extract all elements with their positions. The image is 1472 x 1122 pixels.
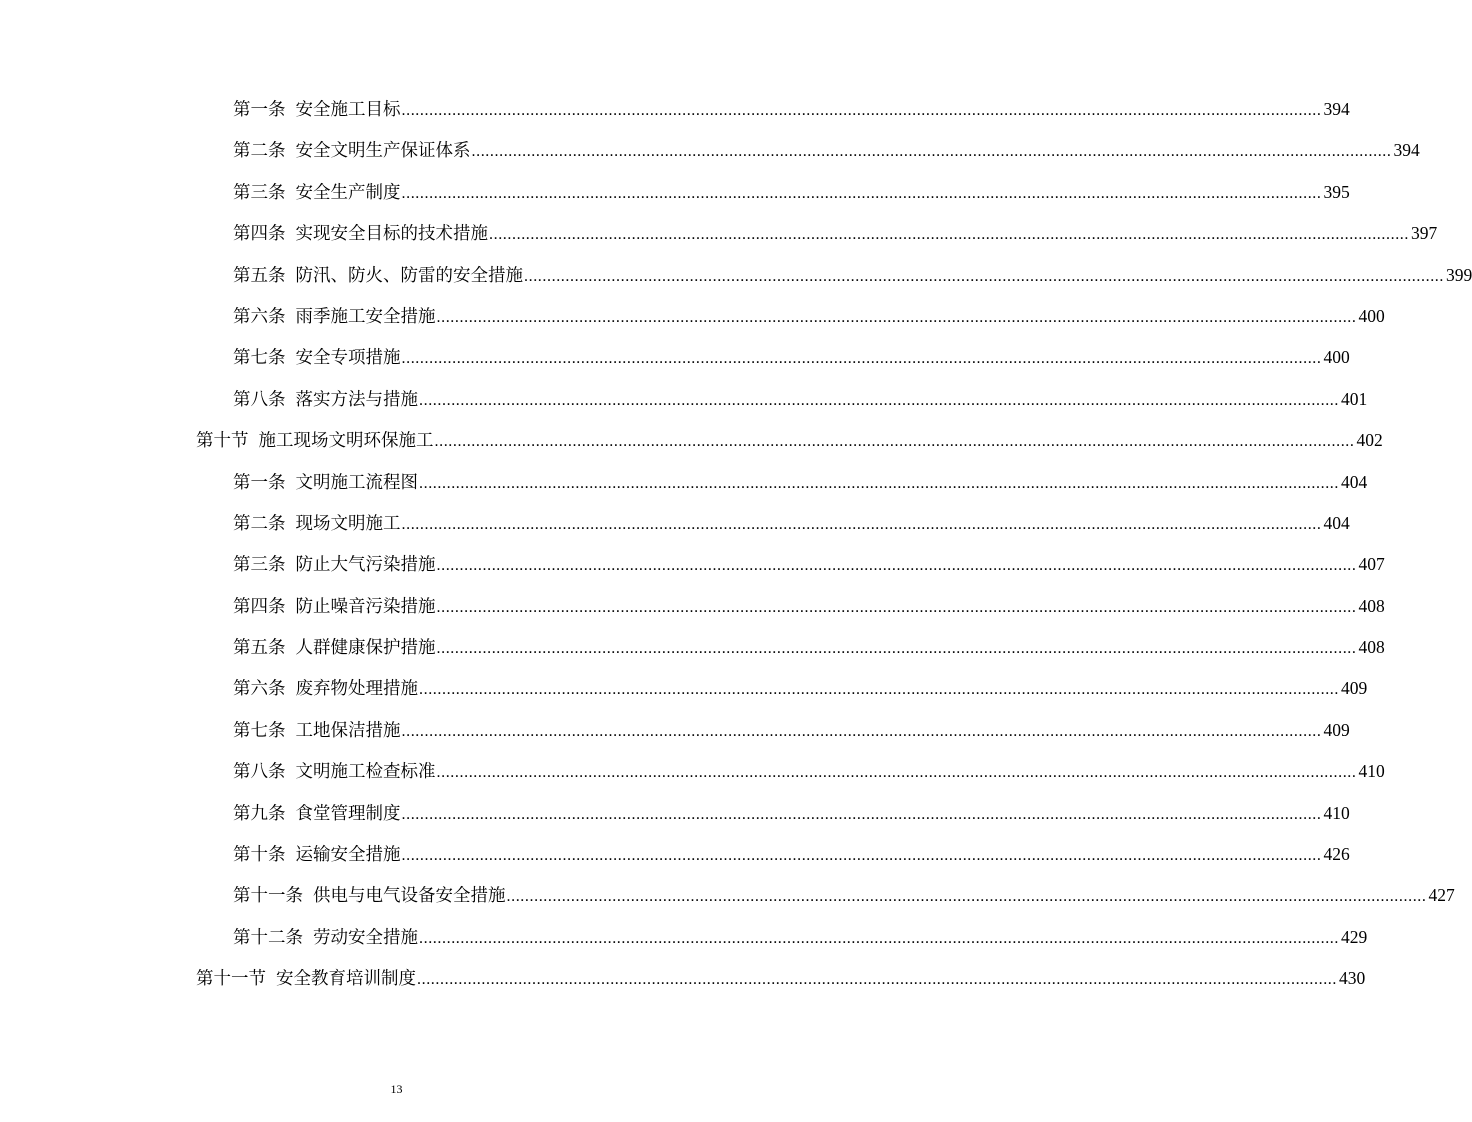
toc-entry[interactable] xyxy=(0,916,1368,957)
toc-entry[interactable] xyxy=(0,543,1385,584)
toc-entry-number: 第十二条 xyxy=(233,927,303,948)
toc-entry-title: 安全教育培训制度 xyxy=(276,969,416,990)
toc-entry-title: 施工现场文明环保施工 xyxy=(258,431,434,452)
toc-entry-page: 401 xyxy=(1341,388,1368,409)
toc-entry-title: 现场文明施工 xyxy=(295,513,401,534)
toc-entry-number: 第六条 xyxy=(233,679,286,700)
toc-entry-title: 工地保洁措施 xyxy=(295,720,401,741)
toc-entry-page: 429 xyxy=(1341,926,1368,947)
toc-entry-page: 408 xyxy=(1358,595,1385,616)
toc-entry-page: 426 xyxy=(1323,844,1350,865)
toc-entry-page: 408 xyxy=(1358,637,1385,658)
toc-entry-line xyxy=(233,800,1350,826)
toc-entry-number: 第六条 xyxy=(233,306,286,327)
toc-entry-line xyxy=(233,303,1385,329)
toc-entry-title: 安全专项措施 xyxy=(295,348,401,369)
dot-leader: ........................................................................................................................................................................................................ xyxy=(434,433,1355,451)
toc-entry-title: 防汛、防火、防雷的安全措施 xyxy=(295,265,523,286)
toc-entry[interactable] xyxy=(0,336,1350,377)
dot-leader: ........................................................................................................................................................................................................ xyxy=(489,226,1409,244)
toc-entry-page: 394 xyxy=(1323,99,1350,119)
toc-entry-title: 雨季施工安全措施 xyxy=(295,306,436,327)
toc-entry-line xyxy=(233,841,1350,867)
toc-entry-title: 劳动安全措施 xyxy=(313,927,418,948)
toc-entry-title: 废弃物处理措施 xyxy=(295,679,418,700)
toc-entry[interactable] xyxy=(0,171,1350,212)
toc-entry-number: 第二条 xyxy=(233,513,286,534)
toc-entry-line xyxy=(233,882,1455,908)
toc-entry-line xyxy=(233,262,1472,288)
toc-entry-number: 第十节 xyxy=(196,431,249,452)
toc-entry-title: 实现安全目标的技术措施 xyxy=(295,224,488,245)
toc-entry-number: 第十一条 xyxy=(233,886,303,907)
toc-entry-number: 第七条 xyxy=(233,348,286,369)
toc-entry-page: 397 xyxy=(1411,223,1438,244)
toc-entry-title: 安全施工目标 xyxy=(295,100,401,120)
toc-entry-title: 安全生产制度 xyxy=(295,182,401,203)
toc-entry-line xyxy=(233,924,1368,950)
toc-entry-number: 第一条 xyxy=(233,100,286,120)
toc-entry[interactable] xyxy=(0,792,1350,833)
toc-entry[interactable] xyxy=(0,461,1368,502)
toc-entry-title: 文明施工流程图 xyxy=(295,472,418,493)
toc-entry-line xyxy=(233,510,1350,536)
dot-leader: ........................................................................................................................................................................................................ xyxy=(419,474,1339,492)
toc-entry-page: 404 xyxy=(1341,471,1368,492)
dot-leader: ........................................................................................................................................................................................................ xyxy=(436,557,1357,575)
toc-entry-line xyxy=(233,758,1385,784)
page-number: 13 xyxy=(390,1082,403,1096)
dot-leader: ........................................................................................................................................................................................................ xyxy=(419,929,1339,947)
dot-leader: ........................................................................................................................................................................................................ xyxy=(401,184,1322,202)
toc-entry-line xyxy=(233,551,1385,577)
toc-entry-line xyxy=(233,137,1420,163)
toc-entry-page: 409 xyxy=(1323,719,1350,740)
table-of-contents xyxy=(0,88,1472,999)
toc-section-entry[interactable] xyxy=(0,419,1383,460)
toc-entry-number: 第一条 xyxy=(233,472,286,493)
toc-entry-page: 394 xyxy=(1393,140,1420,161)
dot-leader: ........................................................................................................................................................................................................ xyxy=(436,308,1357,326)
toc-entry-number: 第五条 xyxy=(233,638,286,659)
toc-entry-title: 运输安全措施 xyxy=(295,845,401,866)
dot-leader: ........................................................................................................................................................................................................ xyxy=(419,681,1339,699)
toc-entry-page: 400 xyxy=(1358,305,1385,326)
dot-leader: ........................................................................................................................................................................................................ xyxy=(436,598,1357,616)
toc-entry-title: 供电与电气设备安全措施 xyxy=(313,886,506,907)
dot-leader: ........................................................................................................................................................................................................ xyxy=(401,847,1322,865)
dot-leader: ........................................................................................................................................................................................................ xyxy=(436,764,1357,782)
toc-entry-line xyxy=(196,427,1383,453)
toc-entry-line xyxy=(233,675,1368,701)
toc-entry-line xyxy=(233,634,1385,660)
toc-entry-page: 410 xyxy=(1358,761,1385,782)
toc-entry[interactable] xyxy=(0,378,1368,419)
toc-entry[interactable] xyxy=(0,585,1385,626)
toc-entry-line xyxy=(233,593,1385,619)
toc-entry-number: 第十一节 xyxy=(196,969,266,990)
toc-entry-line xyxy=(233,469,1368,495)
toc-entry-number: 第五条 xyxy=(233,265,286,286)
toc-entry-line xyxy=(233,179,1350,205)
toc-entry[interactable] xyxy=(0,667,1368,708)
toc-entry[interactable] xyxy=(0,709,1350,750)
toc-entry-page: 427 xyxy=(1428,885,1455,906)
toc-entry-line xyxy=(233,96,1350,122)
toc-entry-page: 409 xyxy=(1341,678,1368,699)
toc-entry-line xyxy=(233,220,1438,246)
toc-entry[interactable] xyxy=(0,295,1385,336)
toc-entry-title: 防止大气污染措施 xyxy=(295,555,436,576)
toc-entry-number: 第二条 xyxy=(233,141,286,162)
dot-leader: ........................................................................................................................................................................................................ xyxy=(401,102,1322,119)
toc-entry-number: 第七条 xyxy=(233,720,286,741)
toc-entry[interactable] xyxy=(0,626,1385,667)
toc-entry[interactable] xyxy=(0,129,1420,170)
toc-entry-line xyxy=(233,344,1350,370)
toc-entry[interactable] xyxy=(0,750,1385,791)
toc-entry-page: 430 xyxy=(1339,968,1366,989)
toc-entry-page: 400 xyxy=(1323,347,1350,368)
toc-entry-page: 395 xyxy=(1323,181,1350,202)
dot-leader: ........................................................................................................................................................................................................ xyxy=(471,143,1392,161)
toc-entry-title: 防止噪音污染措施 xyxy=(295,596,436,617)
toc-entry[interactable] xyxy=(0,254,1472,295)
toc-entry-title: 食堂管理制度 xyxy=(295,803,401,824)
toc-entry-page: 402 xyxy=(1356,430,1383,451)
toc-entry-page: 407 xyxy=(1358,554,1385,575)
toc-entry-number: 第八条 xyxy=(233,762,286,783)
toc-entry[interactable] xyxy=(0,88,1350,129)
toc-entry-page: 410 xyxy=(1323,802,1350,823)
toc-entry-number: 第四条 xyxy=(233,224,286,245)
dot-leader: ........................................................................................................................................................................................................ xyxy=(417,971,1337,989)
toc-entry-number: 第十条 xyxy=(233,845,286,866)
toc-entry-line xyxy=(196,965,1366,991)
toc-entry-page: 404 xyxy=(1323,512,1350,533)
dot-leader: ........................................................................................................................................................................................................ xyxy=(401,350,1322,368)
toc-entry[interactable] xyxy=(0,874,1455,915)
toc-entry-title: 人群健康保护措施 xyxy=(295,638,436,659)
toc-entry-line xyxy=(233,717,1350,743)
dot-leader: ........................................................................................................................................................................................................ xyxy=(401,805,1322,823)
dot-leader: ........................................................................................................................................................................................................ xyxy=(524,267,1444,285)
toc-entry-line xyxy=(233,386,1368,412)
dot-leader: ........................................................................................................................................................................................................ xyxy=(436,640,1357,658)
toc-entry-number: 第四条 xyxy=(233,596,286,617)
toc-entry[interactable] xyxy=(0,212,1438,253)
toc-entry-number: 第九条 xyxy=(233,803,286,824)
toc-entry[interactable] xyxy=(0,833,1350,874)
toc-entry-number: 第三条 xyxy=(233,182,286,203)
toc-entry-title: 落实方法与措施 xyxy=(295,389,418,410)
toc-section-entry[interactable] xyxy=(0,957,1366,998)
dot-leader: ........................................................................................................................................................................................................ xyxy=(419,391,1339,409)
dot-leader: ........................................................................................................................................................................................................ xyxy=(401,515,1322,533)
toc-entry-title: 安全文明生产保证体系 xyxy=(295,141,471,162)
dot-leader: ........................................................................................................................................................................................................ xyxy=(401,722,1322,740)
toc-entry-title: 文明施工检查标准 xyxy=(295,762,436,783)
toc-entry-number: 第八条 xyxy=(233,389,286,410)
toc-entry[interactable] xyxy=(0,502,1350,543)
dot-leader: ........................................................................................................................................................................................................ xyxy=(506,888,1427,906)
toc-entry-page: 399 xyxy=(1446,264,1472,285)
toc-entry-number: 第三条 xyxy=(233,555,286,576)
